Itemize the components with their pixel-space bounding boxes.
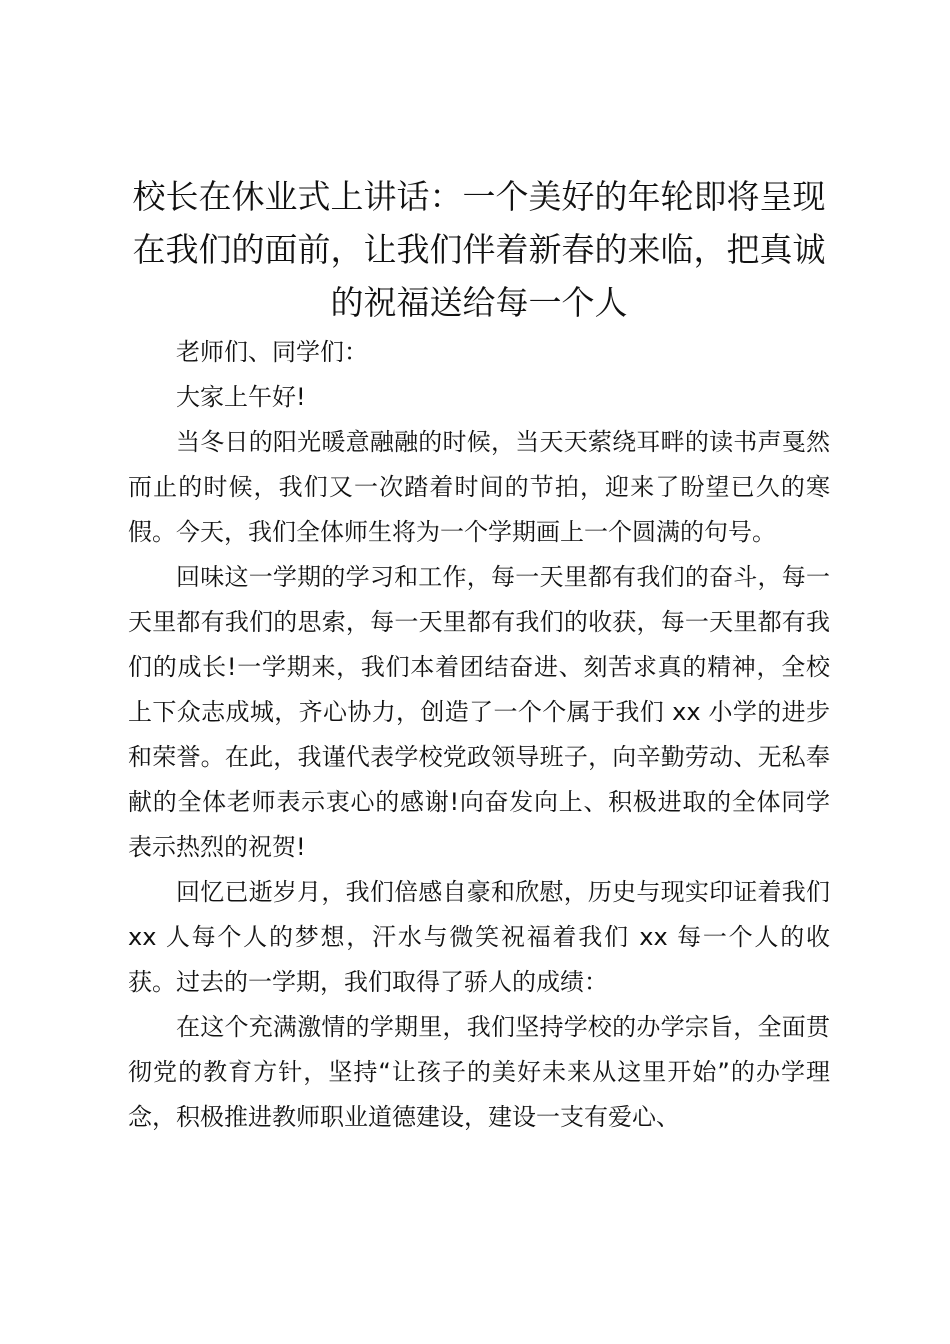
paragraph: 当冬日的阳光暖意融融的时候，当天天萦绕耳畔的读书声戛然而止的时候，我们又一次踏着时间的节拍，迎来了盼望已久的寒假。今天，我们全体师生将为一个学期画上一个圆满的句号。 bbox=[128, 428, 830, 546]
paragraph: 回味这一学期的学习和工作，每一天里都有我们的奋斗，每一天里都有我们的思索，每一天里都有我们的收获，每一天里都有我们的成长!一学期来，我们本着团结奋进、刻苦求真的精神，全校上下众志成城，齐心协力，创造了一个个属于我们 xx 小学的进步和荣誉。在此，我谨代表学校党政领导班子，向辛勤劳动、无私奉献的全体老师表示衷心的感谢!向奋发向上、积极进取的全体同学表示热烈的祝贺! bbox=[128, 563, 830, 861]
paragraph-greeting: 大家上午好! bbox=[176, 383, 306, 411]
document-body bbox=[128, 330, 830, 1140]
paragraph: 在这个充满激情的学期里，我们坚持学校的办学宗旨，全面贯彻党的教育方针，坚持“让孩子的美好未来从这里开始”的办学理念，积极推进教师职业道德建设，建设一支有爱心、 bbox=[128, 1013, 830, 1131]
paragraph-salutation: 老师们、同学们： bbox=[176, 338, 368, 366]
paragraph: 回忆已逝岁月，我们倍感自豪和欣慰，历史与现实印证着我们 xx 人每个人的梦想，汗水与微笑祝福着我们 xx 每一个人的收获。过去的一学期，我们取得了骄人的成绩： bbox=[128, 878, 830, 996]
document-title: 校长在休业式上讲话：一个美好的年轮即将呈现在我们的面前，让我们伴着新春的来临，把真诚的祝福送给每一个人 bbox=[132, 177, 826, 322]
